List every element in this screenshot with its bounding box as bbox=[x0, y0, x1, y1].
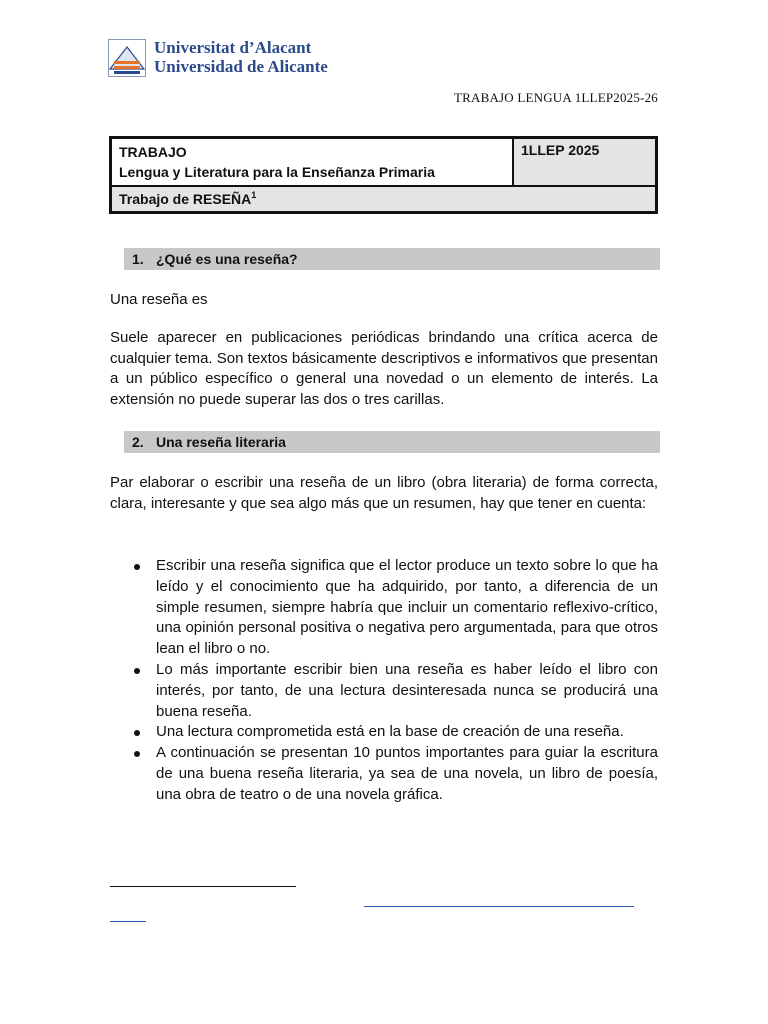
assignment-info-table bbox=[109, 136, 658, 214]
course-code: 1LLEP 2025 bbox=[513, 138, 657, 187]
list-item bbox=[110, 722, 658, 743]
bullet-list bbox=[110, 556, 658, 806]
course-subject: Lengua y Literatura para la Enseñanza Primaria bbox=[119, 164, 435, 180]
university-name-valencian: Universitat d’Alacant bbox=[154, 38, 312, 57]
section-1-intro: Una reseña es bbox=[110, 291, 208, 308]
section-2-number: 2. bbox=[132, 434, 144, 450]
bullet-icon bbox=[134, 668, 140, 674]
course-title: TRABAJO bbox=[119, 144, 187, 160]
bullet-icon bbox=[134, 564, 140, 570]
section-2-heading bbox=[124, 431, 660, 453]
footnote-reference[interactable]: 1 bbox=[251, 190, 257, 200]
footnote-separator bbox=[110, 886, 296, 887]
list-item bbox=[110, 743, 658, 805]
assignment-title: Trabajo de RESEÑA bbox=[119, 191, 252, 207]
list-item bbox=[110, 660, 658, 722]
assignment-cell bbox=[111, 186, 657, 213]
list-item-text: Lo más importante escribir bien una reseña es haber leído el libro con interés, por tanto, de una lectura desinteresada nunca se producirá una buena reseña. bbox=[156, 660, 658, 720]
list-item-text: A continuación se presentan 10 puntos importantes para guiar la escritura de una buena reseña literaria, ya sea de una novela, un libro de poesía, una obra de teatro o de una novela gráfica. bbox=[156, 744, 658, 803]
course-cell bbox=[111, 138, 514, 187]
footnote-link-continuation[interactable] bbox=[110, 921, 146, 922]
university-name-spanish: Universidad de Alicante bbox=[154, 57, 328, 76]
section-1-body: Suele aparecer en publicaciones periódicas brindando una crítica acerca de cualquier tema. Son textos básicamente descriptivos e informativos que presentan a un público específico o general una novedad o un elemento de interés. La extensión no puede superar las dos o tres carillas. bbox=[110, 329, 658, 408]
university-emblem-icon bbox=[108, 39, 146, 77]
section-1-title: ¿Qué es una reseña? bbox=[156, 251, 298, 267]
list-item-text: Una lectura comprometida está en la base de creación de una reseña. bbox=[156, 723, 624, 741]
section-2-title: Una reseña literaria bbox=[156, 434, 286, 450]
section-1-number: 1. bbox=[132, 251, 144, 267]
document-header: TRABAJO LENGUA 1LLEP2025-26 bbox=[453, 90, 658, 105]
bullet-icon bbox=[134, 751, 140, 757]
university-logo bbox=[108, 38, 348, 80]
section-1-heading bbox=[124, 248, 660, 270]
section-2-intro: Par elaborar o escribir una reseña de un libro (obra literaria) de forma correcta, clara, interesante y que sea algo más que un resumen, hay que tener en cuenta: bbox=[110, 474, 658, 512]
list-item-text: Escribir una reseña significa que el lector produce un texto sobre lo que ha leído y el conocimiento que ha adquirido, por tanto, a diferencia de un simple resumen, siempre habría que incluir un comentario reflexivo-crítico, una opinión personal positiva o negativa pero argumentada, para que otros lean el libro o no. bbox=[156, 557, 658, 658]
footnote-link[interactable] bbox=[364, 906, 634, 907]
university-name bbox=[154, 38, 328, 76]
list-item bbox=[110, 556, 658, 660]
bullet-icon bbox=[134, 730, 140, 736]
